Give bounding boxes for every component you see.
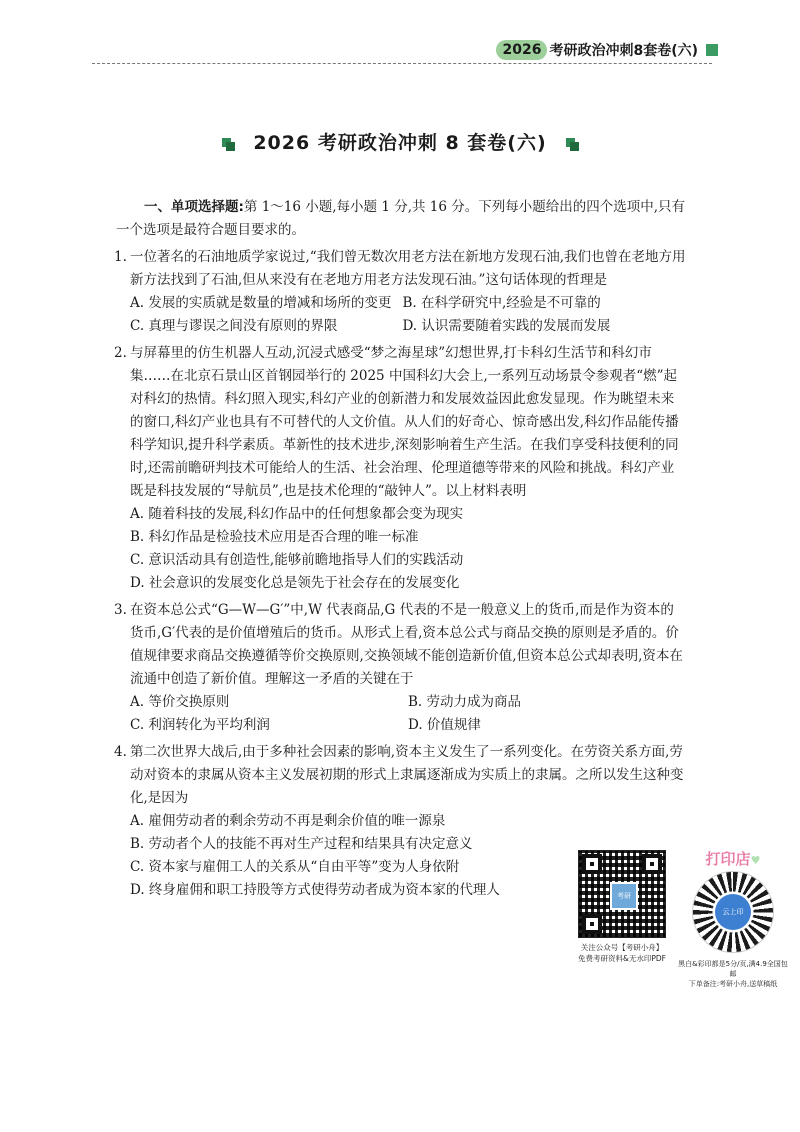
options-row xyxy=(130,691,686,714)
question-options xyxy=(116,810,550,902)
question-text: 第二次世界大战后,由于多种社会因素的影响,资本主义发生了一系列变化。在劳资关系方面,劳动对资本的隶属从资本主义发展初期的形式上隶属逐渐成为实质上的隶属。之所以发生这种变化,是因为 xyxy=(130,744,684,806)
header-title: 考研政治冲刺8套卷(六) xyxy=(549,43,698,59)
print-shop-caption-line2: 下单备注:考研小舟,送草稿纸 xyxy=(688,980,778,988)
option-d[interactable]: D. 价值规律 xyxy=(408,717,481,733)
question-text: 在资本总公式“G—W—G′”中,W 代表商品,G 代表的不是一般意义上的货币,而是作为资本的货币,G′代表的是价值增殖后的货币。从形式上看,资本总公式与商品交换的原则是矛盾的。价值规律要求商品交换遵循等价交换原则,交换领域不能创造新价值,但资本总公式却表明,资本在流通中创造了新价值。理解这一矛盾的关键在于 xyxy=(130,602,683,687)
question-options xyxy=(116,292,686,338)
qr-finder xyxy=(582,914,602,934)
option-d[interactable]: D. 认识需要随着实践的发展而发展 xyxy=(402,318,611,334)
question-text: 一位著名的石油地质学家说过,“我们曾无数次用老方法在新地方发现石油,我们也曾在老地方用新方法找到了石油,但从来没有在老地方用老方法发现石油。”这句话体现的哲理是 xyxy=(130,249,686,288)
question-number: 2. xyxy=(114,345,127,361)
exam-content xyxy=(116,196,686,902)
option-c[interactable]: C. 资本家与雇佣工人的关系从“自由平等”变为人身依附 xyxy=(130,859,460,875)
document-title: 2026 考研政治冲刺 8 套卷(六) xyxy=(253,132,547,154)
option-c[interactable]: C. 利润转化为平均利润 xyxy=(130,717,270,733)
option-a[interactable]: A. 发展的实质就是数量的增减和场所的变更 xyxy=(130,295,392,311)
question-number: 3. xyxy=(114,602,127,618)
title-square-icon-right xyxy=(566,138,578,150)
option-d[interactable]: D. 终身雇佣和职工持股等方式使得劳动者成为资本家的代理人 xyxy=(130,882,500,898)
print-shop-logo xyxy=(678,848,788,869)
option-c[interactable]: C. 意识活动具有创造性,能够前瞻地指导人们的实践活动 xyxy=(130,552,464,568)
header-year: 2026 xyxy=(496,40,547,60)
question-stem xyxy=(116,246,686,292)
option-d[interactable]: D. 社会意识的发展变化总是领先于社会存在的发展变化 xyxy=(130,575,460,591)
question-number: 4. xyxy=(114,744,127,760)
question-options xyxy=(116,691,686,737)
option-a[interactable]: A. 随着科技的发展,科幻作品中的任何想象都会变为现实 xyxy=(130,506,464,522)
question-stem xyxy=(116,599,686,691)
print-shop-caption-line1: 黑白&彩印都是5分/页,满4.9全国包邮 xyxy=(678,960,788,978)
options-row xyxy=(130,315,686,338)
question-text: 与屏幕里的仿生机器人互动,沉浸式感受“梦之海星球”幻想世界,打卡科幻生活节和科幻市集……在北京石景山区首钢园举行的 2025 中国科幻大会上,一系列互动场景令参观者“燃”起对科幻的热情。科幻照入现实,科幻产业的创新潜力和发展效益因此愈发显现。作为眺望未来的窗口,科幻产业也具有不可替代的人文价值。从人们的好奇心、惊奇感出发,科幻作品能传播科学知识,提升科学素质。革新性的技术进步,深刻影响着生产生活。在我们享受科技便利的同时,还需前瞻研判技术可能给人的生活、社会治理、伦理道德等带来的风险和挑战。科幻产业既是科技发展的“导航员”,也是技术伦理的“敲钟人”。以上材料表明 xyxy=(130,345,679,499)
header-square-icon xyxy=(706,44,718,56)
header-divider xyxy=(92,63,712,64)
print-shop-block xyxy=(678,848,788,989)
question-2 xyxy=(116,342,686,595)
heart-icon: ♥ xyxy=(750,854,761,867)
option-b[interactable]: B. 劳动力成为商品 xyxy=(408,694,522,710)
option-a[interactable]: A. 等价交换原则 xyxy=(130,694,230,710)
option-a[interactable]: A. 雇佣劳动者的剩余劳动不再是剩余价值的唯一源泉 xyxy=(130,813,446,829)
qr-code-icon[interactable] xyxy=(578,850,666,938)
mini-program-code-icon[interactable] xyxy=(692,871,774,953)
qr-caption xyxy=(562,942,682,964)
section-instructions xyxy=(116,196,686,242)
question-stem xyxy=(116,741,686,810)
option-b[interactable]: B. 科幻作品是检验技术应用是否合理的唯一标准 xyxy=(130,529,419,545)
question-1 xyxy=(116,246,686,338)
running-header xyxy=(496,40,718,60)
question-options xyxy=(116,503,686,595)
question-number: 1. xyxy=(114,249,127,265)
mini-program-center: 云上印 xyxy=(715,894,751,930)
options-row xyxy=(130,714,686,737)
section-text: 第 1～16 小题,每小题 1 分,共 16 分。下列每小题给出的四个选项中,只有一个选项是最符合题目要求的。 xyxy=(116,199,686,238)
print-shop-logo-text: 打印店 xyxy=(705,850,751,868)
options-row xyxy=(130,292,686,315)
option-b[interactable]: B. 劳动者个人的技能不再对生产过程和结果具有决定意义 xyxy=(130,836,473,852)
question-3 xyxy=(116,599,686,737)
option-c[interactable]: C. 真理与谬误之间没有原则的界限 xyxy=(130,318,338,334)
wechat-qr-block xyxy=(562,850,682,964)
qr-center-badge: 考研 xyxy=(610,882,638,910)
qr-caption-line2: 免费考研资料&无水印PDF xyxy=(578,954,666,963)
document-title-row xyxy=(0,128,800,155)
print-shop-caption xyxy=(678,959,788,989)
title-square-icon-left xyxy=(222,138,234,150)
section-heading: 一、单项选择题: xyxy=(144,199,244,215)
question-stem xyxy=(116,342,686,503)
qr-finder xyxy=(642,854,662,874)
qr-caption-line1: 关注公众号【考研小舟】 xyxy=(580,943,664,952)
option-b[interactable]: B. 在科学研究中,经验是不可靠的 xyxy=(402,295,601,311)
qr-finder xyxy=(582,854,602,874)
